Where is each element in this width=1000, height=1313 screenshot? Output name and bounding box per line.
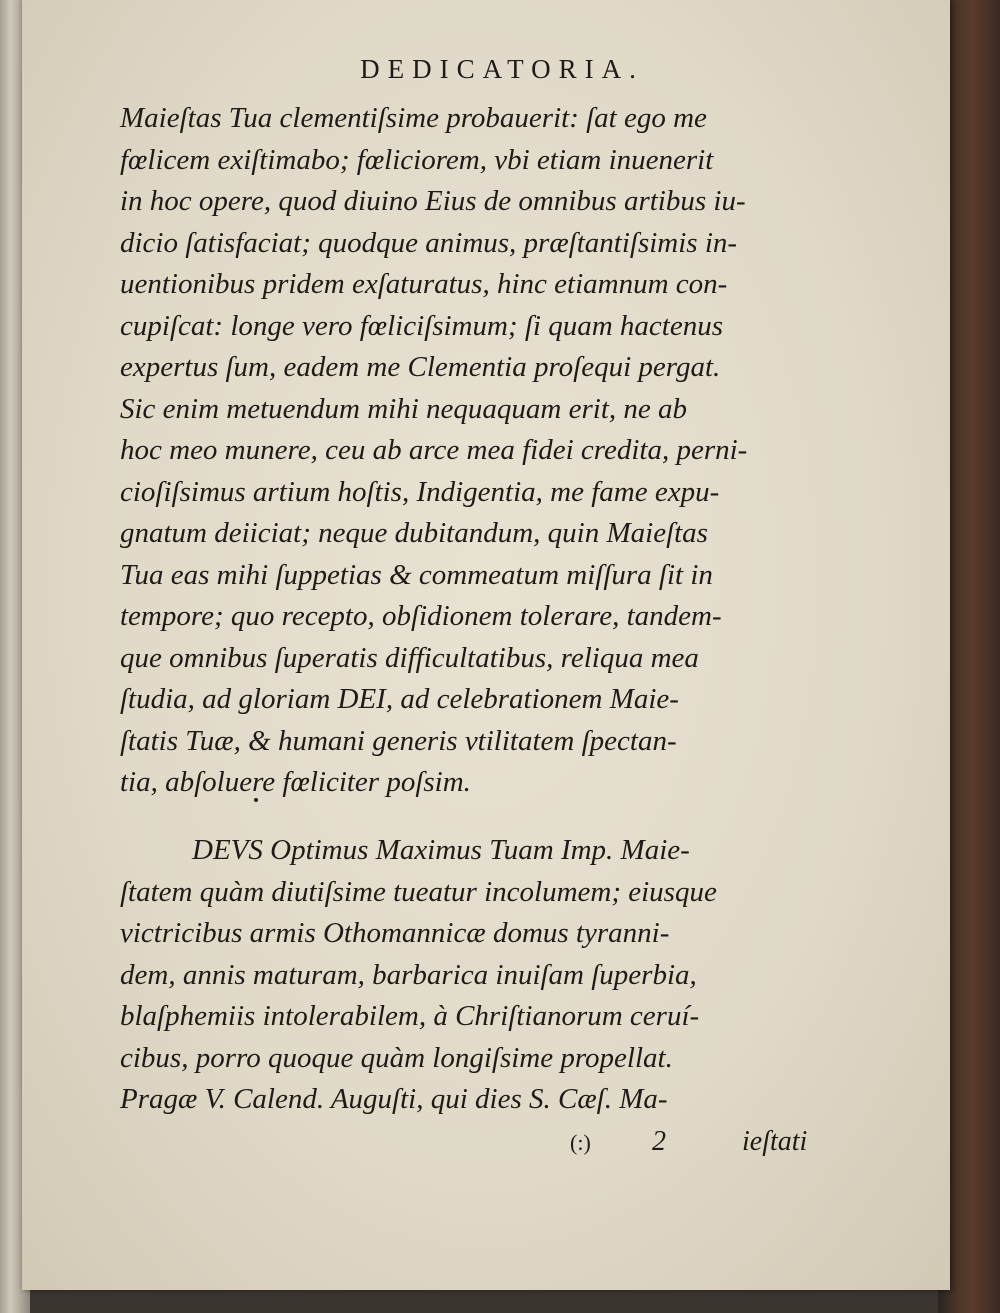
signature-number: 2: [652, 1126, 666, 1157]
text-line: gnatum deiiciat; neque dubitandum, quin Maieſtas: [120, 517, 708, 549]
text-line: ſtatem quàm diutiſsime tueatur incolumem; eiusque: [120, 875, 717, 908]
text-line: dem, annis maturam, barbarica inuiſam ſuperbia,: [120, 958, 697, 991]
text-line: in hoc opere, quod diuino Eius de omnibus artibus iu-: [120, 185, 746, 217]
text-line: Tua eas mihi ſuppetias & commeatum miſſura ſit in: [120, 558, 713, 591]
page-footer: [22, 1124, 950, 1164]
text-line: hoc meo munere, ceu ab arce mea fidei credita, perni-: [120, 434, 748, 466]
text-line: Sic enim metuendum mihi nequaquam erit, ne ab: [120, 392, 688, 425]
text-line: dicio ſatisfaciat; quodque animus, præſtantiſsimis in-: [120, 226, 738, 259]
catchword: ieſtati: [742, 1126, 808, 1157]
text-line: cioſiſsimus artium hoſtis, Indigentia, me fame expu-: [120, 475, 720, 508]
text-line: tempore; quo recepto, obſidionem tolerare, tandem-: [120, 600, 722, 632]
text-line: fœlicem exiſtimabo; fœliciorem, vbi etiam inuenerit: [120, 143, 714, 176]
ink-dot: [254, 798, 258, 802]
text-line: Pragæ V. Calend. Auguſti, qui dies S. Cæſ. Ma-: [120, 1083, 668, 1115]
paper-page: [22, 0, 950, 1290]
text-line: ſtudia, ad gloriam DEI, ad celebrationem Maie-: [120, 683, 679, 715]
running-header: DEDICATORIA.: [360, 54, 644, 84]
text-line: que omnibus ſuperatis difficultatibus, reliqua mea: [120, 641, 699, 674]
text-line: cibus, porro quoque quàm longiſsime propellat.: [120, 1041, 673, 1074]
text-line: DEVS Optimus Maximus Tuam Imp. Maie-: [192, 834, 690, 866]
signature-mark: (:): [570, 1130, 591, 1155]
text-line: expertus ſum, eadem me Clementia proſequi pergat.: [120, 351, 721, 383]
text-line: victricibus armis Othomannicæ domus tyranni-: [120, 917, 670, 949]
text-line: blaſphemiis intolerabilem, à Chriſtianorum ceruí-: [120, 1000, 700, 1032]
text-line: tia, abſoluere fœliciter poſsim.: [120, 766, 471, 798]
text-line: ſtatis Tuæ, & humani generis vtilitatem ſpectan-: [120, 724, 677, 757]
paragraph-1: [120, 98, 880, 804]
text-line: cupiſcat: longe vero fœliciſsimum; ſi quam hactenus: [120, 309, 723, 342]
paragraph-2: [120, 830, 880, 1121]
text-line: uentionibus pridem exſaturatus, hinc etiamnum con-: [120, 268, 728, 300]
text-line: Maieſtas Tua clementiſsime probauerit: ſat ego me: [120, 102, 707, 134]
